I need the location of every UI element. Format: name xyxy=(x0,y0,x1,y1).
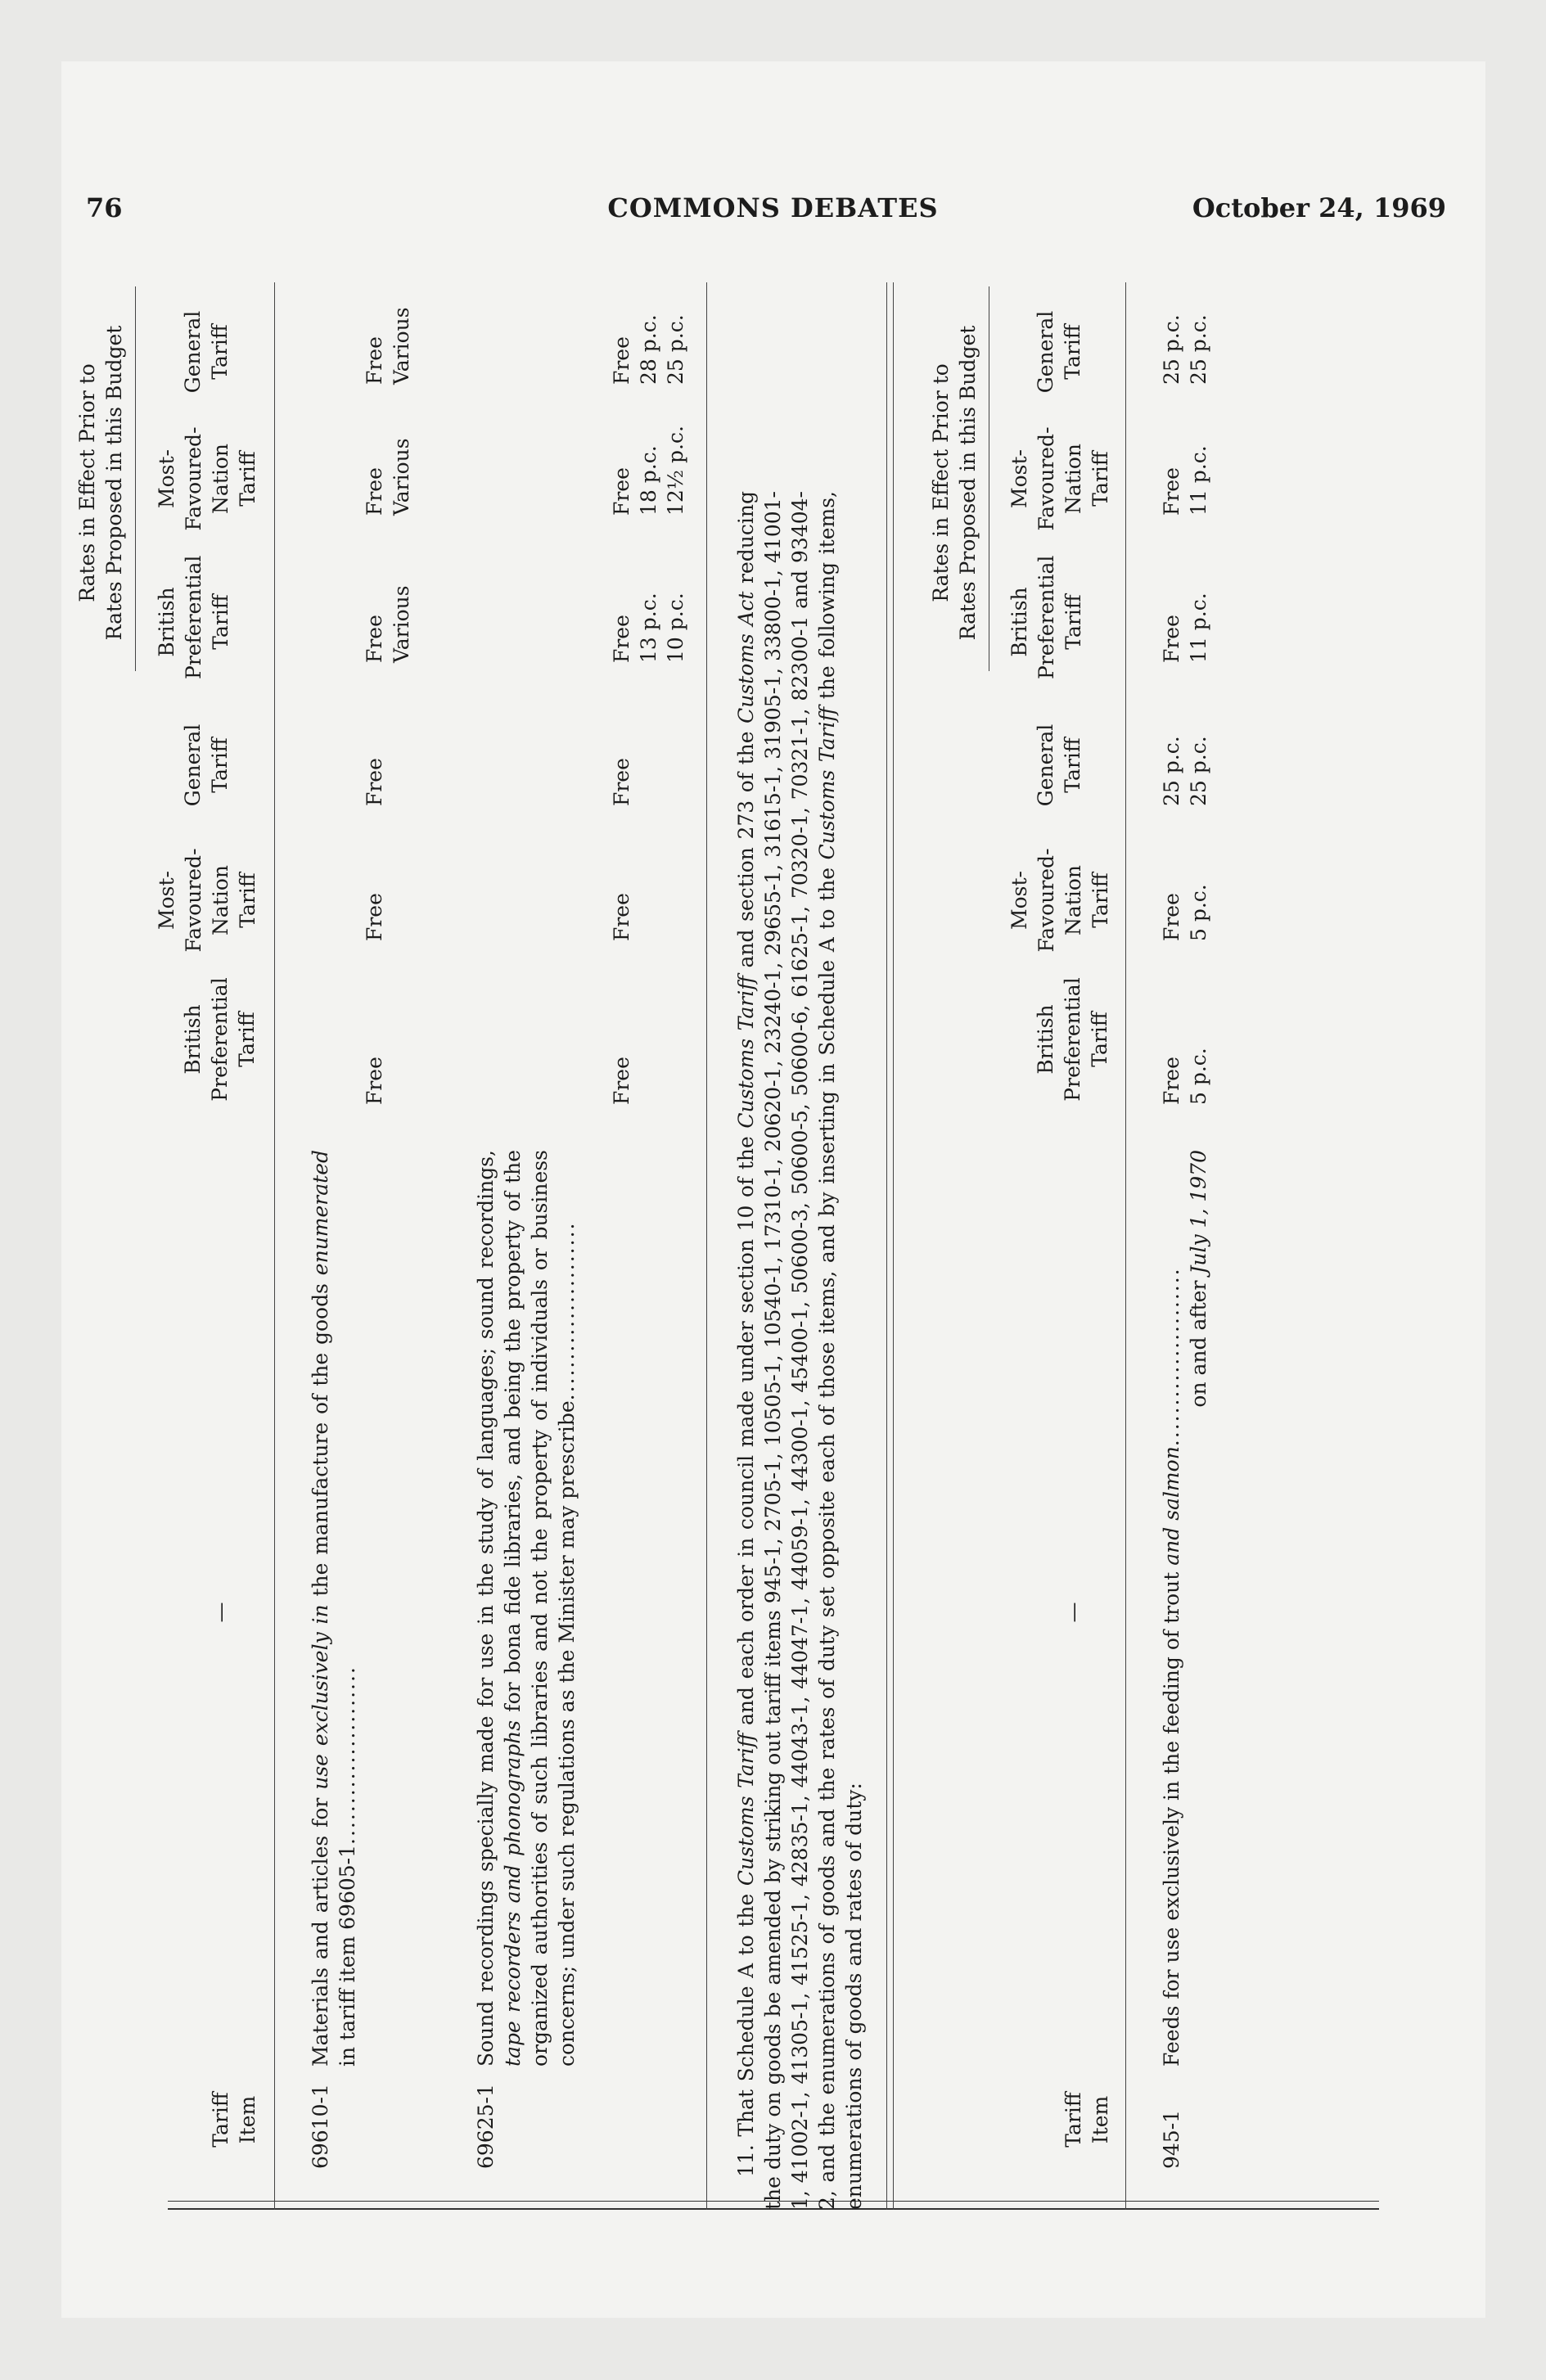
header-tariff-item: Tariff Item xyxy=(209,2092,259,2148)
tariff-item-945-1: 945-1 xyxy=(1160,2109,1183,2169)
proposed-bpt: Free Various xyxy=(363,585,413,663)
header-bpt: British Preferential Tariff xyxy=(1034,977,1111,1102)
tariff-item-69610-1: 69610-1 xyxy=(309,2084,332,2169)
rate-bpt: Free xyxy=(610,1057,633,1105)
page-date: October 24, 1969 xyxy=(1192,192,1446,223)
header-mfn: Most- Favoured- Nation Tariff xyxy=(1007,848,1112,953)
rate-general: 25 p.c. 25 p.c. xyxy=(1160,736,1210,806)
header-proposed-bpt: British Preferential Tariff xyxy=(1007,555,1085,679)
rotated-content xyxy=(75,282,1379,2210)
header-group: Rates in Effect Prior to Rates Proposed in this Budget xyxy=(929,325,980,641)
proposed-mfn: Free Various xyxy=(363,438,413,516)
rate-mfn: Free xyxy=(363,893,386,941)
rate-general: Free xyxy=(363,758,386,806)
row-description: Sound recordings specially made for use in the study of languages; sound recordings, tape recorders and phonographs for bona fide libraries, and being the property of the organized authorities of such libraries and not the property of individuals or business concerns; under such regulations as the Minister may prescribe ..... xyxy=(472,1150,580,2067)
header-description: — xyxy=(1061,1602,1085,1623)
header-bpt: British Preferential Tariff xyxy=(181,977,259,1102)
header-general: General Tariff xyxy=(1034,723,1084,807)
header-tariff-item: Tariff Item xyxy=(1061,2092,1112,2148)
header-proposed-mfn: Most- Favoured-Nation Tariff xyxy=(155,426,259,531)
rate-general: Free xyxy=(610,758,633,806)
page-number: 76 xyxy=(86,192,123,223)
rate-mfn: Free 5 p.c. xyxy=(1160,884,1210,941)
proposed-bpt: Free 11 p.c. xyxy=(1160,593,1210,663)
rate-bpt: Free 5 p.c. xyxy=(1160,1048,1210,1105)
row-description: Materials and articles for use exclusively in the manufacture of the goods enumerated in tariff item 69605-1 ..... xyxy=(307,1150,361,2067)
proposed-general: Free Various xyxy=(363,307,413,385)
rate-bpt: Free xyxy=(363,1057,386,1105)
proposed-general: 25 p.c. 25 p.c. xyxy=(1160,314,1210,385)
header-mfn: Most- Favoured- Nation Tariff xyxy=(155,848,259,953)
proposed-bpt: Free 13 p.c. 10 p.c. xyxy=(610,593,687,663)
page-title: COMMONS DEBATES xyxy=(607,192,939,223)
row-description: Feeds for use exclusively in the feeding of trout and salmon ..... on and after July 1, 1970 xyxy=(1158,1142,1212,2067)
proposed-general: Free 28 p.c. 25 p.c. xyxy=(610,314,687,385)
header-general: General Tariff xyxy=(181,723,232,807)
proposed-mfn: Free 18 p.c. 12½ p.c. xyxy=(610,426,687,516)
header-description: — xyxy=(209,1602,232,1623)
header-group: Rates in Effect Prior to Rates Proposed in this Budget xyxy=(75,325,126,641)
header-proposed-general: General Tariff xyxy=(1034,310,1084,394)
header-proposed-mfn: Most- Favoured-Nation Tariff xyxy=(1007,426,1112,531)
proposed-mfn: Free 11 p.c. xyxy=(1160,445,1210,516)
tariff-item-69625-1: 69625-1 xyxy=(474,2084,498,2169)
rate-mfn: Free xyxy=(610,893,633,941)
header-proposed-general: General Tariff xyxy=(181,310,232,394)
header-proposed-bpt: British Preferential Tariff xyxy=(155,555,232,679)
section-11-paragraph: 11. That Schedule A to the Customs Tariff and each order in council made under section 10 of the Customs Tariff and section 273 of the Customs Act reducing the duty on goods be amended by striking out tariff items 945-1, 2705-1, 10505-1, 10540-1, 17310-1, 20620-1, 23240-1, 29655-1, 31615-1, 31905-1, 33800-1, 41001-1, 41002-1, 41305-1, 41525-1, 42835-1, 44043-1, 44047-1, 44059-1, 44300-1, 45400-1, 50600-3, 50600-5, 50600-6, 61625-1, 70320-1, 70321-1, 82300-1 and 93404-2, and the enumerations of goods and the rates of duty set opposite each of those items, and by inserting in Schedule A to the Customs Tariff the following items, enumerations of goods and rates of duty: xyxy=(734,490,866,2210)
